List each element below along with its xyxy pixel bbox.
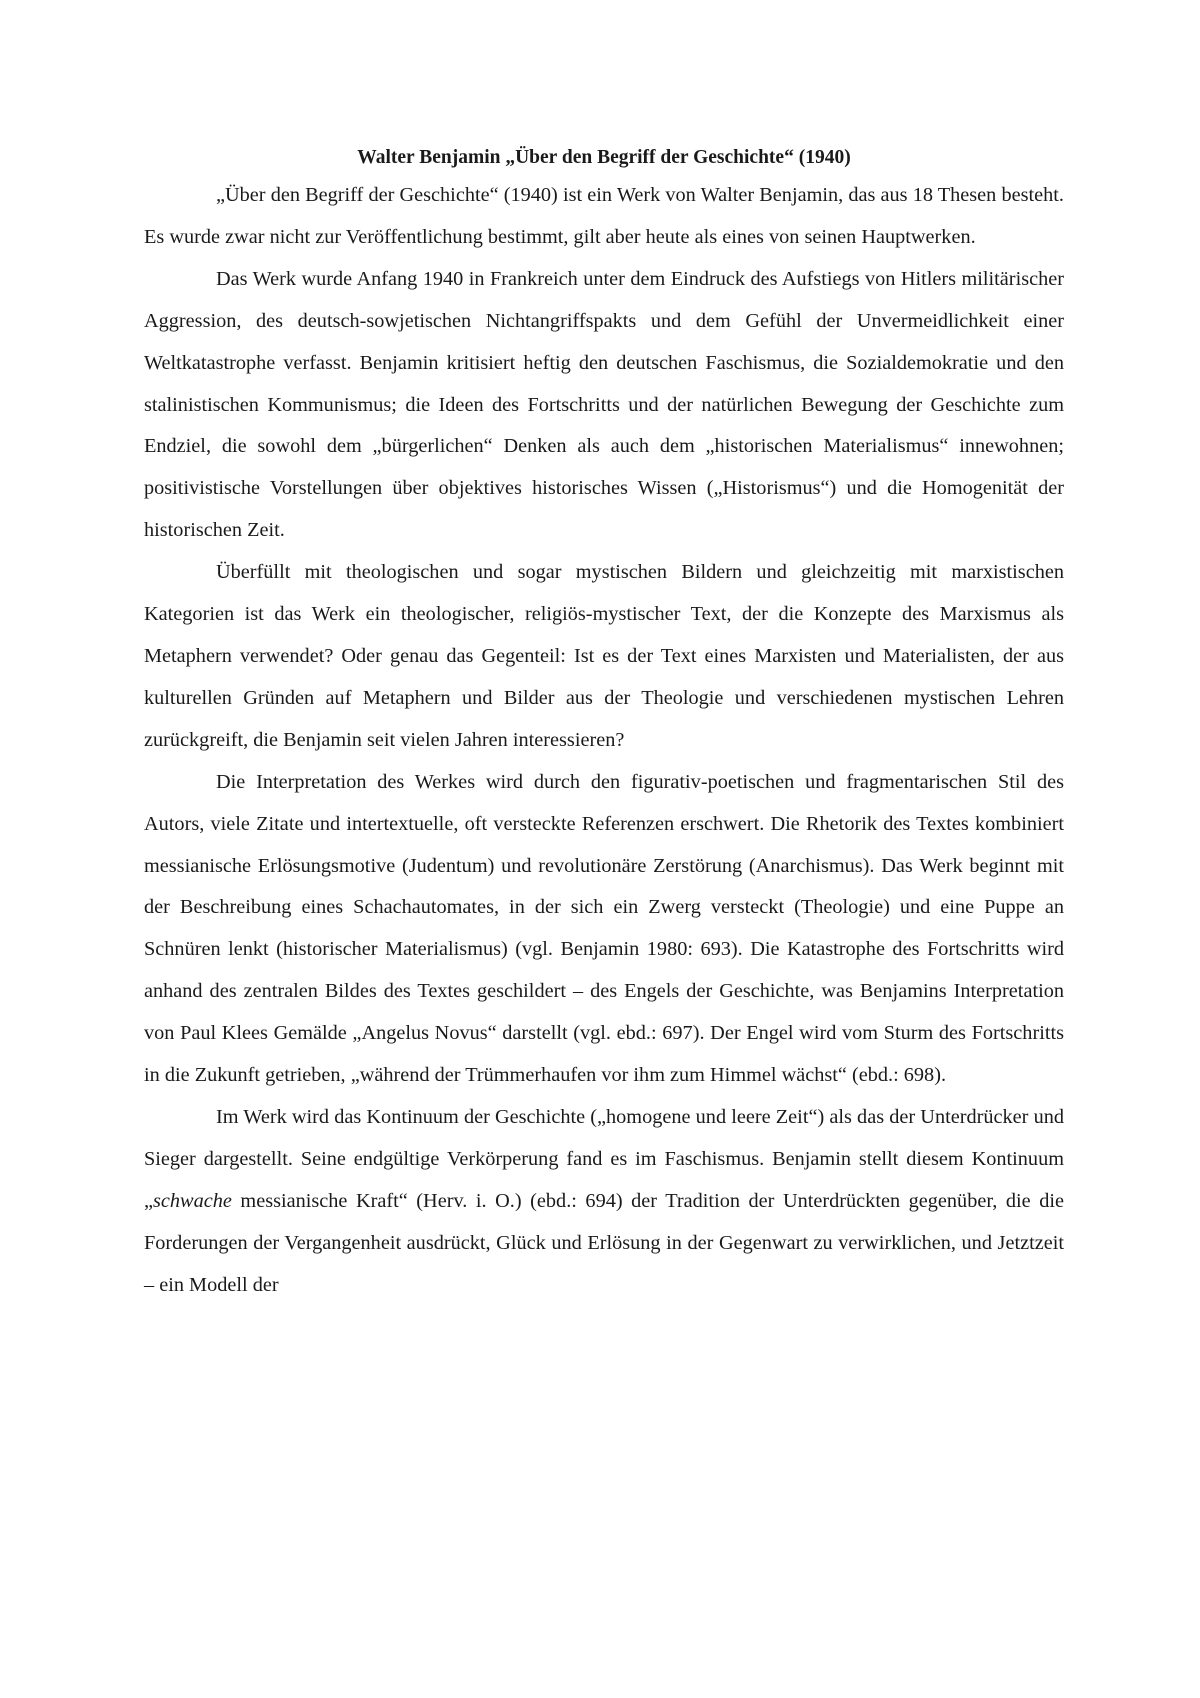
paragraph-3: Überfüllt mit theologischen und sogar mystischen Bildern und gleichzeitig mit marxistischen Kategorien ist das Werk ein theologischer, religiös-mystischer Text, der die Konzepte des Marxismus als Metaphern verwendet? Oder genau das Gegenteil: Ist es der Text eines Marxisten und Materialisten, der aus kulturellen Gründen auf Metaphern und Bilder aus der Theologie und verschiedenen mystischen Lehren zurückgreift, die Benjamin seit vielen Jahren interessieren?	[144, 561, 1064, 751]
paragraph-5-part-1: Im Werk wird das Kontinuum der Geschichte („homogene und leere Zeit“) als das der Unterdrücker und Sieger dargestellt. Seine endgültige Verkörperung fand es im Faschismus. Benjamin stellt diesem Kontinuum „	[144, 1105, 1064, 1212]
paragraph-1: „Über den Begriff der Geschichte“ (1940) ist ein Werk von Walter Benjamin, das aus 18 Thesen besteht. Es wurde zwar nicht zur Veröffentlichung bestimmt, gilt aber heute als eines von seinen Hauptwerken.	[144, 184, 1064, 248]
document-body	[144, 143, 1064, 1306]
paragraph-5	[144, 1097, 1064, 1307]
paragraph-2: Das Werk wurde Anfang 1940 in Frankreich unter dem Eindruck des Aufstiegs von Hitlers militärischer Aggression, des deutsch-sowjetischen Nichtangriffspakts und dem Gefühl der Unvermeidlichkeit einer Weltkatastrophe verfasst. Benjamin kritisiert heftig den deutschen Faschismus, die Sozialdemokratie und den stalinistischen Kommunismus; die Ideen des Fortschritts und der natürlichen Bewegung der Geschichte zum Endziel, die sowohl dem „bürgerlichen“ Denken als auch dem „historischen Materialismus“ innewohnen; positivistische Vorstellungen über objektives historisches Wissen („Historismus“) und die Homogenität der historischen Zeit.	[144, 267, 1064, 542]
paragraph-4: Die Interpretation des Werkes wird durch den figurativ-poetischen und fragmentarischen Stil des Autors, viele Zitate und intertextuelle, oft versteckte Referenzen erschwert. Die Rhetorik des Textes kombiniert messianische Erlösungsmotive (Judentum) und revolutionäre Zerstörung (Anarchismus). Das Werk beginnt mit der Beschreibung eines Schachautomates, in der sich ein Zwerg versteckt (Theologie) und eine Puppe an Schnüren lenkt (historischer Materialismus) (vgl. Benjamin 1980: 693). Die Katastrophe des Fortschritts wird anhand des zentralen Bildes des Textes geschildert – des Engels der Geschichte, was Benjamins Interpretation von Paul Klees Gemälde „Angelus Novus“ darstellt (vgl. ebd.: 697). Der Engel wird vom Sturm des Fortschritts in die Zukunft getrieben, „während der Trümmerhaufen vor ihm zum Himmel wächst“ (ebd.: 698).	[144, 770, 1064, 1087]
paragraph-5-part-2: messianische Kraft“ (Herv. i. O.) (ebd.: 694) der Tradition der Unterdrückten gegenüber, die die Forderungen der Vergangenheit ausdrückt, Glück und Erlösung in der Gegenwart zu verwirklichen, und Jetztzeit – ein Modell der	[144, 1189, 1064, 1296]
document-title: Walter Benjamin „Über den Begriff der Geschichte“ (1940)	[357, 147, 851, 168]
emphasis-schwache: schwache	[153, 1189, 232, 1212]
